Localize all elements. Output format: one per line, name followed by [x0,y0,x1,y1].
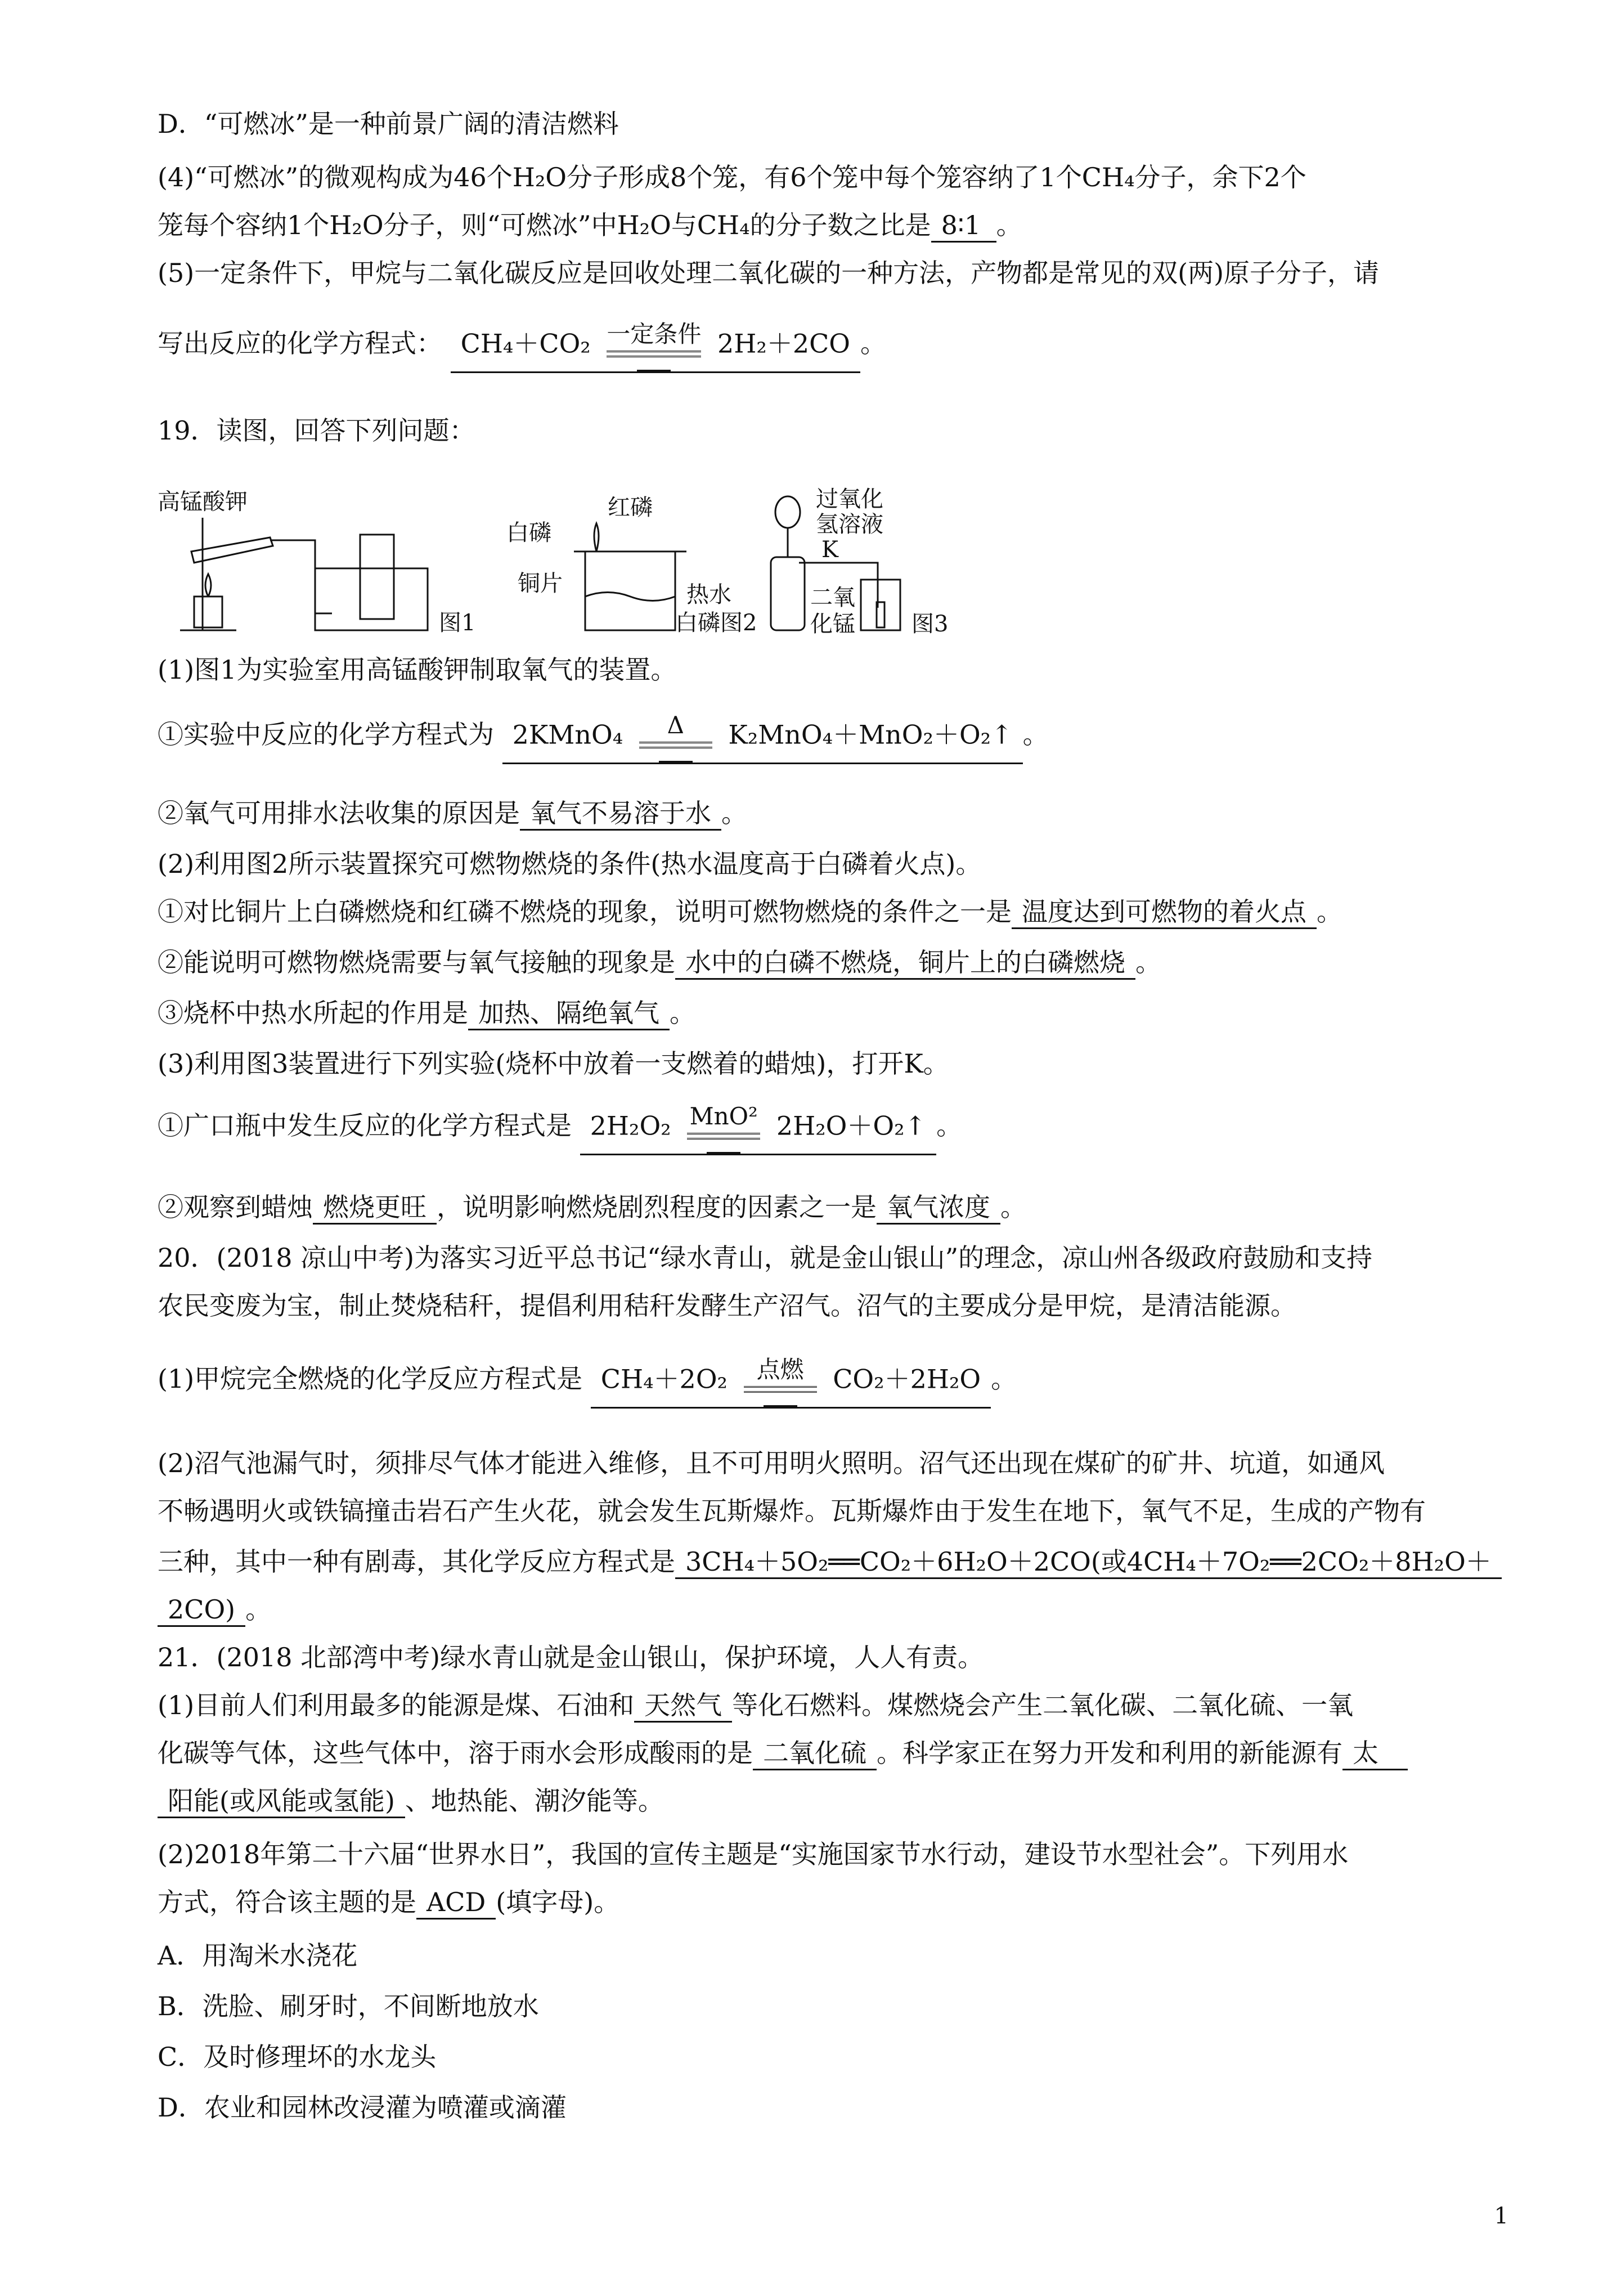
fig2-white-phosphorus-label: 白磷 [506,520,551,546]
q19-2c: ③烧杯中热水所起的作用是 加热、隔绝氧气 。 [158,996,695,1030]
fig2-hot-water-label: 热水 [686,582,731,608]
q19-3b: ②观察到蜡烛 燃烧更旺 ，说明影响燃烧剧烈程度的因素之一是 氧气浓度 。 [158,1190,1026,1225]
figure-3-group [771,486,948,637]
experiment-figures [146,484,968,642]
fig3-mno2-label-2: 化锰 [810,611,855,637]
q19-1a: ①实验中反应的化学方程式为 2KMnO₄ Δ K₂MnO₄＋MnO₂＋O₂↑ 。 [158,698,1049,771]
answer-blank: 温度达到可燃物的着火点 [1012,896,1317,929]
q18-4-line2: 笼每个容纳1个H₂O分子，则“可燃冰”中H₂O与CH₄的分子数之比是 8∶1 。 [158,208,1022,243]
equals-bar [607,351,701,357]
q18-4-line1: (4)“可燃冰”的微观构成为46个H₂O分子形成8个笼，有6个笼中每个笼容纳了1个CH₄分子，余下2个 [158,162,1306,192]
equation-answer: 2KMnO₄ Δ K₂MnO₄＋MnO₂＋O₂↑ [502,711,1023,764]
option-b: B．洗脸、刷牙时，不间断地放水 [158,1991,539,2021]
page-number: 1 [1494,2203,1508,2229]
fig1-caption: 图1 [439,610,476,636]
q20-2-line1: (2)沼气池漏气时，须排尽气体才能进入维修，且不可用明火照明。沼气还出现在煤矿的矿井、坑道，如通风 [158,1448,1385,1478]
equals-bar [744,1386,817,1393]
answer-blank: 二氧化硫 [753,1737,877,1770]
figure-2-group [506,495,757,636]
fig3-h2o2-label-2: 氢溶液 [816,512,883,537]
answer-blank: 2CO) [158,1594,245,1627]
equals-bar [639,742,712,748]
fig3-valve-k-label: K [821,537,838,563]
q20-2-line2: 不畅遇明火或铁镐撞击岩石产生火花，就会发生瓦斯爆炸。瓦斯爆炸由于发生在地下，氧气不足，生成的产物有 [158,1496,1426,1526]
option-d: D．农业和园林改浸灌为喷灌或滴灌 [158,2092,567,2123]
fig2-red-phosphorus-label: 红磷 [608,495,653,521]
equation-answer: CH₄＋2O₂ 点燃 CO₂＋2H₂O [591,1356,991,1409]
fig3-h2o2-label-1: 过氧化 [816,486,883,512]
wide-mouth-bottle [771,557,805,630]
q18-5-line2: 写出反应的化学方程式： CH₄＋CO₂ 一定条件 2H₂＋2CO 。 [158,307,886,380]
q20-1: (1)甲烷完全燃烧的化学反应方程式是 CH₄＋2O₂ 点燃 CO₂＋2H₂O 。 [158,1342,1017,1415]
q21-1-line2: 化碳等气体，这些气体中，溶于雨水会形成酸雨的是 二氧化硫 。科学家正在努力开发和利用的新能源有 太 [158,1736,1408,1770]
q20-line1: 20．(2018 凉山中考)为落实习近平总书记“绿水青山，就是金山银山”的理念，凉山州各级政府鼓励和支持 [158,1243,1373,1273]
equation-condition: Δ [639,711,712,763]
alcohol-lamp [194,597,222,627]
equation-answer: 2H₂O₂ MnO² 2H₂O＋O₂↑ [580,1102,936,1155]
answer-blank: 太 [1342,1737,1408,1770]
equals-bar [687,1133,760,1140]
answer-blank: 8∶1 [931,209,996,243]
water-trough [315,568,428,630]
q20-line2: 农民变废为宝，制止焚烧秸秆，提倡利用秸秆发酵生产沼气。沼气的主要成分是甲烷，是清洁能源。 [158,1290,1296,1321]
fig3-mno2-label-1: 二氧 [810,585,855,611]
gas-jar [360,535,394,619]
equals-tick [637,370,671,371]
q18-option-d: D．“可燃冰”是一种前景广阔的清洁燃料 [158,109,619,139]
equals-tick [764,1405,797,1407]
answer-blank: 天然气 [634,1689,732,1723]
equation-answer: CH₄＋CO₂ 一定条件 2H₂＋2CO [451,320,860,373]
q21-1-line1: (1)目前人们利用最多的能源是煤、石油和 天然气 等化石燃料。煤燃烧会产生二氧化碳、二氧化硫、一氧 [158,1688,1353,1723]
q19-3a: ①广口瓶中发生反应的化学方程式是 2H₂O₂ MnO² 2H₂O＋O₂↑ 。 [158,1089,962,1162]
equals-tick [659,761,693,763]
separatory-funnel [775,496,800,528]
q19-1b: ②氧气可用排水法收集的原因是 氧气不易溶于水 。 [158,796,747,831]
q19-2a: ①对比铜片上白磷燃烧和红磷不燃烧的现象，说明可燃物燃烧的条件之一是 温度达到可燃物的着火点 。 [158,895,1342,929]
fig1-label: 高锰酸钾 [158,489,248,515]
q18-5-line1: (5)一定条件下，甲烷与二氧化碳反应是回收处理二氧化碳的一种方法，产物都是常见的双(两)原子分子，请 [158,258,1380,288]
q21-title: 21．(2018 北部湾中考)绿水青山就是金山银山，保护环境，人人有责。 [158,1642,984,1672]
flame-white-p [594,523,599,551]
equals-tick [707,1152,740,1154]
water-surface [585,593,675,601]
option-c: C．及时修理坏的水龙头 [158,2042,437,2072]
small-beaker [861,580,900,630]
q20-2-line3: 三种，其中一种有剧毒，其化学反应方程式是 3CH₄＋5O₂══CO₂＋6H₂O＋2CO(或4CH₄＋7O₂══2CO₂＋8H₂O＋ [158,1545,1502,1579]
beaker [585,551,675,630]
fig3-caption: 图3 [911,611,949,637]
q19-2-title: (2)利用图2所示装置探究可燃物燃烧的条件(热水温度高于白磷着火点)。 [158,849,982,879]
equation-condition: 点燃 [744,1356,817,1407]
answer-blank: 燃烧更旺 [313,1191,437,1225]
answer-blank: ACD [416,1886,496,1920]
q19-3-title: (3)利用图3装置进行下列实验(烧杯中放着一支燃着的蜡烛)，打开K。 [158,1048,949,1079]
fig2-white-phosphorus-bottom-label: 白磷 [675,610,720,636]
q19-2b: ②能说明可燃物燃烧需要与氧气接触的现象是 水中的白磷不燃烧，铜片上的白磷燃烧 。 [158,945,1161,980]
q21-2-line2: 方式，符合该主题的是 ACD (填字母)。 [158,1885,619,1920]
equation-condition: 一定条件 [607,320,701,371]
answer-blank: 氧气不易溶于水 [520,797,721,831]
delivery-tube [270,540,332,613]
equation-condition: MnO² [687,1102,760,1154]
q19-1-title: (1)图1为实验室用高锰酸钾制取氧气的装置。 [158,654,677,685]
answer-blank: 氧气浓度 [877,1191,1000,1225]
q21-2-line1: (2)2018年第二十六届“世界水日”，我国的宣传主题是“实施国家节水行动，建设节水型社会”。下列用水 [158,1839,1349,1869]
answer-blank: 3CH₄＋5O₂══CO₂＋6H₂O＋2CO(或4CH₄＋7O₂══2CO₂＋8H₂O＋ [675,1546,1502,1579]
figure-1-group [158,489,475,636]
flame [205,574,211,597]
answer-blank: 加热、隔绝氧气 [468,997,670,1030]
answer-blank: 水中的白磷不燃烧，铜片上的白磷燃烧 [675,947,1135,980]
q19-title: 19．读图，回答下列问题： [158,415,475,446]
q21-1-line3: 阳能(或风能或氢能) 、地热能、潮汐能等。 [158,1784,664,1818]
fig2-copper-label: 铜片 [518,571,563,597]
q20-2-line4: 2CO) 。 [158,1593,271,1627]
option-a: A．用淘米水浇花 [158,1940,358,1971]
test-tube [191,537,273,563]
answer-blank: 阳能(或风能或氢能) [158,1785,405,1818]
fig2-caption: 图2 [720,610,757,636]
